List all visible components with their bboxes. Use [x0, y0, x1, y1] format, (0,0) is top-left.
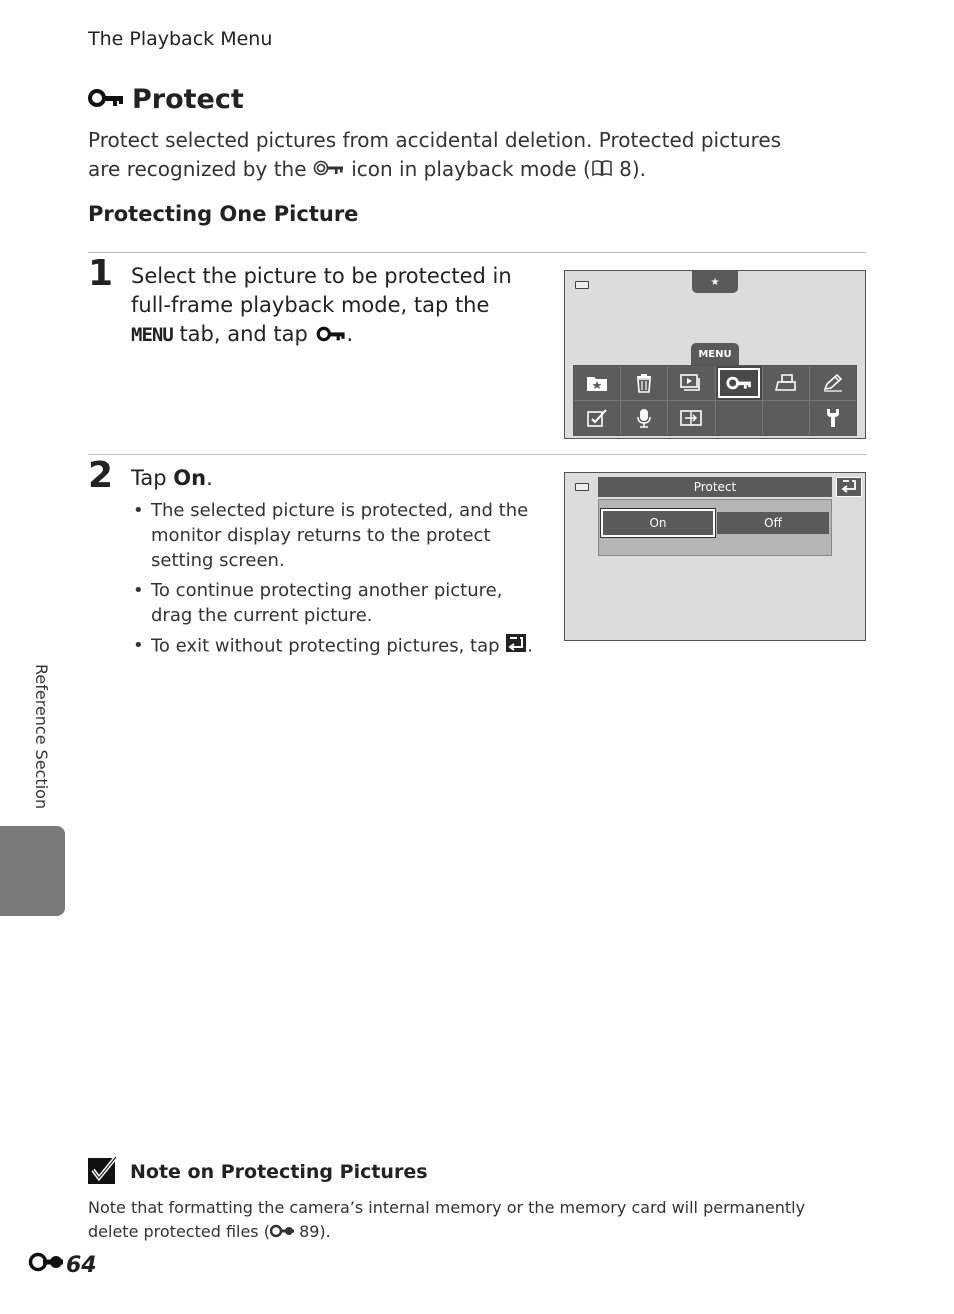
reference-section-icon	[270, 1221, 294, 1245]
print-icon	[775, 374, 797, 392]
note-title: Note on Protecting Pictures	[130, 1161, 428, 1183]
page-number: 64	[28, 1252, 97, 1278]
side-section-tab	[0, 826, 65, 916]
return-icon	[841, 478, 857, 497]
pencil-icon	[822, 374, 844, 392]
edit-check-icon	[587, 409, 607, 427]
menu-print-order[interactable]	[763, 366, 809, 400]
favorite-tab[interactable]	[692, 271, 738, 293]
folder-star-icon	[586, 374, 608, 392]
step-instruction: Select the picture to be protected in full-frame playback mode, tap the MENU tab, and tap .	[131, 262, 531, 350]
list-item: • To continue protecting another picture, drag the current picture.	[131, 578, 536, 628]
camera-screen-menu	[564, 270, 866, 439]
menu-grid	[573, 365, 857, 436]
running-header: The Playback Menu	[88, 28, 273, 50]
menu-voice-memo[interactable]	[621, 401, 667, 435]
list-item: • The selected picture is protected, and the monitor display returns to the protect setting screen.	[131, 498, 536, 573]
camera-screen-protect	[564, 472, 866, 641]
divider	[88, 454, 866, 455]
protect-key-icon	[88, 84, 124, 115]
star-icon: ★	[710, 276, 720, 288]
menu-empty-slot	[716, 401, 762, 435]
wrench-icon	[825, 408, 841, 428]
menu-tab[interactable]: MENU	[691, 343, 739, 365]
menu-empty-slot	[763, 401, 809, 435]
bullet-list	[131, 498, 536, 665]
protect-key-icon	[315, 321, 347, 350]
menu-retouch[interactable]	[810, 366, 856, 400]
section-title	[88, 84, 244, 115]
reference-section-icon	[28, 1252, 64, 1278]
menu-setup[interactable]	[810, 401, 856, 435]
section-title-text: Protect	[132, 84, 244, 115]
protect-key-icon	[726, 376, 752, 390]
back-button[interactable]	[836, 477, 862, 497]
list-item: • To exit without protecting pictures, tap .	[131, 633, 536, 660]
subheading: Protecting One Picture	[88, 202, 359, 226]
return-icon	[505, 633, 527, 660]
option-off-button[interactable]: Off	[717, 512, 829, 534]
trash-icon	[635, 373, 653, 393]
menu-label: MENU	[131, 324, 173, 346]
menu-slide-show[interactable]	[668, 366, 714, 400]
menu-copy[interactable]	[668, 401, 714, 435]
menu-delete[interactable]	[621, 366, 667, 400]
step-instruction: Tap On.	[131, 466, 213, 490]
note-check-icon	[88, 1156, 118, 1190]
step-number: 2	[88, 455, 114, 496]
divider	[88, 252, 866, 253]
copy-icon	[680, 409, 702, 427]
menu-image-edit[interactable]	[574, 401, 620, 435]
battery-icon	[575, 281, 589, 289]
microphone-icon	[636, 408, 652, 428]
battery-icon	[575, 483, 589, 491]
option-on-button[interactable]: On	[601, 509, 715, 537]
step-number: 1	[88, 253, 114, 294]
book-reference-icon	[591, 156, 613, 185]
dialog-title: Protect	[598, 477, 832, 497]
intro-paragraph: Protect selected pictures from accidental deletion. Protected pictures are recognized by the icon in playback mode ( 8).	[88, 126, 808, 185]
protected-badge-icon	[313, 156, 345, 185]
note-body: Note that formatting the camera’s internal memory or the memory card will permanently delete protected files ( 89).	[88, 1196, 858, 1245]
side-section-label: Reference Section	[32, 664, 51, 810]
slideshow-icon	[680, 374, 702, 392]
menu-favorite-pictures[interactable]	[574, 366, 620, 400]
menu-protect[interactable]	[716, 366, 762, 400]
